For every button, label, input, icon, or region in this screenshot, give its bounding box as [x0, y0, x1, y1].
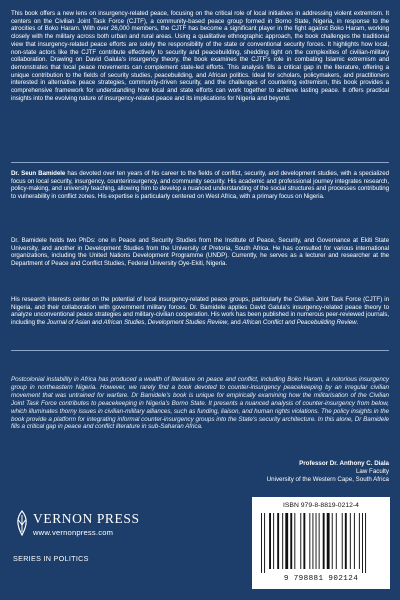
bio-text: . [356, 319, 359, 327]
endorser-institution: University of the Western Cape, South Africa [266, 476, 389, 483]
endorsement-quote: Postcolonial instability in Africa has produced a wealth of literature on peace and conflict, including Boko Haram, a notorious insurgency group in northeastern Nigeria. However, we rarely find a book devoted to counter-insurgency peacekeeping by an irregular civilian movement that was untrained for warfare. Dr Bamidele's book is unique for empirically examining how the militarisation of the Civilian Joint Task Force contributes to peacekeeping in Nigeria's Borno State. It presents a nuanced analysis of counter-insurgency from below, which illuminates thorny issues in civilian-military alliances, such as funding, liaison, and human rights violations. The policy insights in the book provide a platform for integrating informal counter-insurgency groups into the State's security architecture. In this alone, Dr Bamidele fills a critical gap in peace and conflict literature in sub-Saharan Africa. [11, 376, 389, 431]
journal-title: Development Studies Review [147, 319, 228, 327]
section-divider [11, 350, 389, 351]
vernon-press-logo-icon [14, 510, 30, 536]
bio-text: , [144, 319, 148, 327]
journal-title: African Conflict and Peacebuilding Review [242, 319, 357, 327]
bio-text: His research interests center on the potential of local insurgency-related peace groups, particularly the Civilian Joint Task Force (CJTF) in Nigeria, and their collaboration with government military forces. Dr. Bamidele applies David Galula's insurgency-related peace theory to analyze unconventional peace strategies and military-civilian cooperation. His work has been published in numerous peer-reviewed journals, including the [11, 296, 389, 327]
endorser-name: Professor Dr. Anthony C. Diala [299, 460, 389, 467]
barcode-icon [259, 513, 383, 573]
publisher-url: www.vernonpress.com [33, 528, 114, 537]
isbn-label: ISBN 979-8-8819-0212-4 [283, 502, 359, 509]
author-bio-paragraph-1 [11, 170, 389, 201]
barcode-digits: 9 798881 902124 [283, 575, 359, 583]
author-name: Dr. Seun Bamidele [11, 170, 66, 177]
author-bio-paragraph-2: Dr. Bamidele holds two PhDs: one in Peace and Security Studies from the Institute of Peace, Security, and Governance at Ekiti State University, and another in Development Studies from the University of Pretoria, South Africa. He has consulted for various international organizations, including the United Nations Development Programme (UNDP). Currently, he serves as a lecturer and researcher at the Department of Peace and Conflict Studies, Federal University Oye-Ekiti, Nigeria. [11, 237, 389, 268]
author-bio-text: has devoted over ten years of his career to the fields of conflict, security, and development studies, with a specialized focus on local security, insurgency, counterinsurgency, and community security. His academic and professional journey integrates research, policy-making, and university teaching, allowing him to develop a nuanced understanding of the social structures and processes contributing to vulnerability in conflict zones. His expertise is particularly centered on West Africa, with a primary focus on Nigeria. [11, 170, 389, 201]
section-divider [11, 162, 389, 163]
bio-text: , and [227, 319, 243, 327]
journal-title: Journal of Asian and African Studies [46, 319, 145, 327]
author-bio-paragraph-3 [11, 296, 389, 327]
publisher-name: VERNON PRESS [33, 511, 140, 526]
series-name: SERIES IN POLITICS [13, 554, 89, 563]
publisher-logo [11, 507, 161, 567]
book-description: This book offers a new lens on insurgency-related peace, focusing on the critical role of local initiatives in addressing violent extremism. It centers on the Civilian Joint Task Force (CJTF), a community-based peace group formed in Borno State, Nigeria, in response to the atrocities of Boko Haram. With over 26,000 members, the CJTF has become a significant player in the fight against Boko Haram, working closely with the military across both urban and rural areas. Using a qualitative ethnographic approach, the book challenges the traditional view that insurgency-related peace efforts are solely the responsibility of the state or conventional security forces. It highlights how local, non-state actors like the CJTF contribute effectively to security and peacebuilding, shedding light on the complexities of civilian-military collaboration. Drawing on David Galula's insurgency theory, the book examines the CJTF's role in combating Islamic extremism and demonstrates that local peace movements can complement state-led efforts. This analysis fills a critical gap in the literature, offering a unique contribution to the fields of security studies, peacebuilding, and African politics. Ideal for scholars, policymakers, and practitioners interested in alternative peace strategies, community-driven security, and the challenges of countering extremism, this book provides a comprehensive framework for understanding how local and state efforts can work together to achieve lasting peace. It offers practical insights into the evolving nature of insurgency-related peace and its implications for Nigeria and beyond. [11, 10, 389, 102]
endorser-affiliation: Law Faculty [355, 468, 389, 475]
isbn-barcode [252, 497, 390, 589]
